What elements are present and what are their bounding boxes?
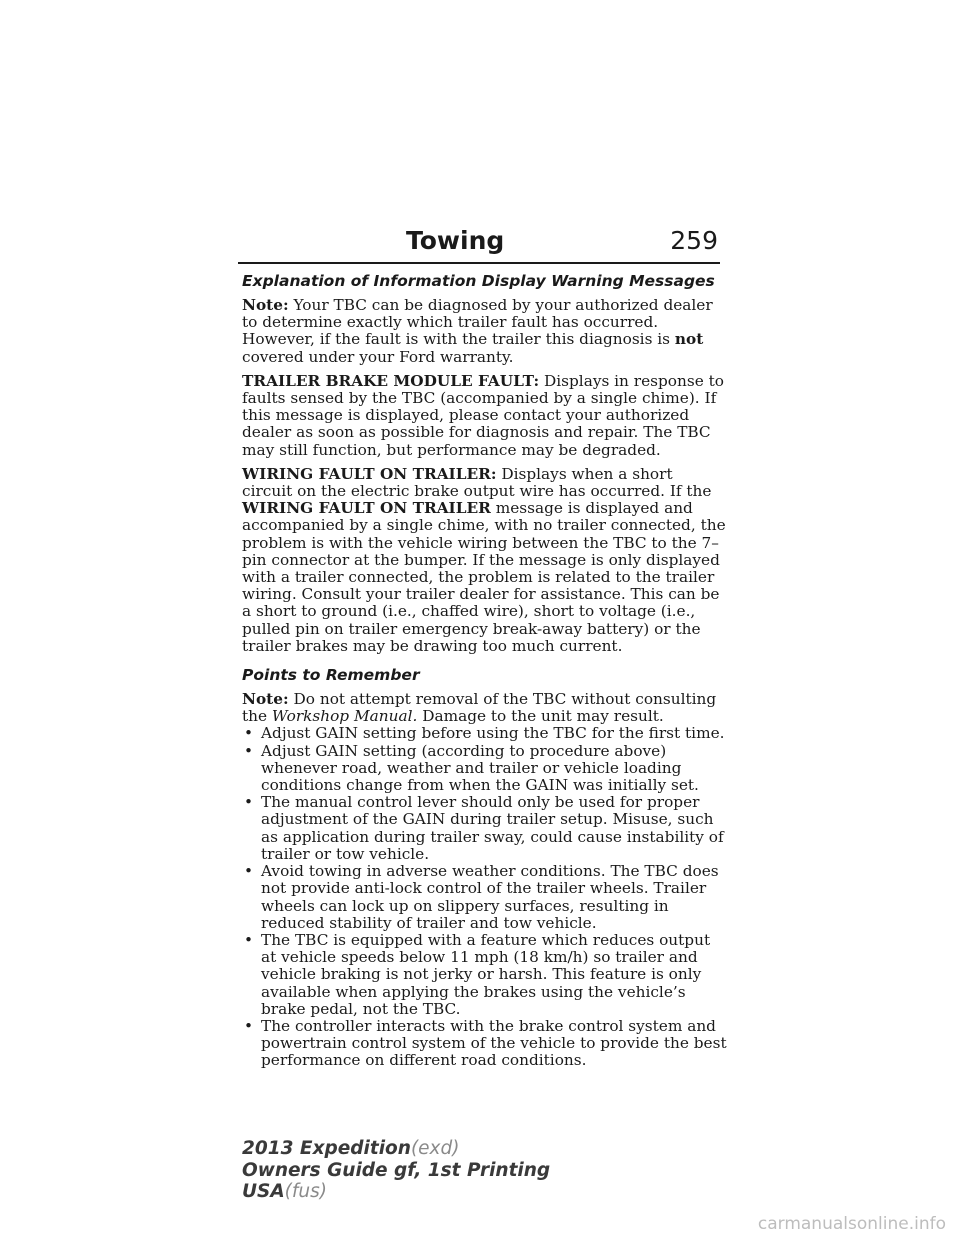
list-item xyxy=(242,794,727,863)
list-item-text: The controller interacts with the brake control system and powertrain control system of the vehicle to provide the best performance on different road conditions. xyxy=(261,1016,727,1070)
bullet-glyph: • xyxy=(244,862,254,881)
page-number: 259 xyxy=(670,226,718,255)
module-fault-label: TRAILER BRAKE MODULE FAULT: xyxy=(242,371,540,390)
list-item-text: The TBC is equipped with a feature which reduces output at vehicle speeds below 11 mph (18 km/h) so trailer and vehicle braking is not jerky or harsh. This feature is only available when applying the brakes using the vehicle’s brake pedal, not the TBC. xyxy=(261,930,711,1018)
footer-market: USA xyxy=(242,1181,285,1202)
wiring-fault-text-end: message is displayed and accompanied by a single chime, with no trailer connected, the problem is with the vehicle wiring between the TBC to the 7–pin connector at the bumper. If the message is only displayed with a trailer connected, the problem is related to the trailer wiring. Consult your trailer dealer for assistance. This can be a short to ground (i.e., chaffed wire), short to voltage (i.e., pulled pin on trailer emergency break-away battery) or the trailer brakes may be drawing too much current. xyxy=(242,499,726,655)
footer-line-guide xyxy=(242,1160,550,1182)
module-fault-text: Displays in response to faults sensed by the TBC (accompanied by a single chime). If this message is displayed, please contact your authorized dealer as soon as possible for diagnosis and repair. The TBC may still function, but performance may be degraded. xyxy=(242,371,724,459)
wiring-fault-paragraph xyxy=(242,466,727,655)
bullet-glyph: • xyxy=(244,724,254,743)
list-item-text: Adjust GAIN setting (according to procedure above) whenever road, weather and trailer or vehicle loading conditions change from when the GAIN was initially set. xyxy=(261,741,699,795)
chapter-title: Towing xyxy=(406,226,505,255)
note2-label: Note: xyxy=(242,690,289,709)
print-info-footer xyxy=(242,1138,550,1203)
footer-model: 2013 Expedition xyxy=(242,1138,411,1159)
note-text-end: covered under your Ford warranty. xyxy=(242,347,514,366)
list-item xyxy=(242,743,727,795)
wiring-fault-label: WIRING FAULT ON TRAILER: xyxy=(242,464,497,483)
site-watermark: carmanualsonline.info xyxy=(757,1214,946,1234)
note-text: Your TBC can be diagnosed by your authorized dealer to determine exactly which trailer fault has occurred. However, if the fault is with the trailer this diagnosis is xyxy=(242,296,713,349)
list-item xyxy=(242,725,727,742)
points-to-remember-heading: Points to Remember xyxy=(242,666,420,685)
bullet-glyph: • xyxy=(244,741,254,760)
note-diagnosis xyxy=(242,297,727,366)
bullet-glyph: • xyxy=(244,793,254,812)
note2-text: Do not attempt removal of the TBC without consulting the xyxy=(242,690,717,726)
footer-market-code: (fus) xyxy=(284,1181,327,1202)
bullet-glyph: • xyxy=(244,1016,254,1035)
page-body xyxy=(242,272,727,1070)
page-header xyxy=(238,226,720,264)
list-item xyxy=(242,932,727,1018)
footer-guide: Owners Guide gf, 1st Printing xyxy=(242,1159,551,1181)
wiring-fault-inline-label: WIRING FAULT ON TRAILER xyxy=(242,499,491,518)
workshop-manual-ref: Workshop Manual. xyxy=(271,707,418,726)
list-item xyxy=(242,863,727,932)
note-label: Note: xyxy=(242,296,289,314)
remember-list xyxy=(242,725,727,1069)
footer-model-code: (exd) xyxy=(410,1138,460,1159)
note-emphasis: not xyxy=(674,330,704,349)
footer-line-market xyxy=(242,1181,550,1203)
footer-line-model xyxy=(242,1138,550,1160)
wiring-fault-text: Displays when a short circuit on the electric brake output wire has occurred. If the xyxy=(242,464,712,501)
list-item-text: The manual control lever should only be used for proper adjustment of the GAIN during trailer setup. Misuse, such as application during trailer sway, could cause instability of trailer or tow vehicle. xyxy=(261,793,724,863)
list-item xyxy=(242,1018,727,1070)
list-item-text: Avoid towing in adverse weather conditions. The TBC does not provide anti-lock control of the trailer wheels. Trailer wheels can lock up on slippery surfaces, resulting in reduced stability of trailer and tow vehicle. xyxy=(261,862,719,932)
bullet-glyph: • xyxy=(244,930,254,949)
note2-text-end: Damage to the unit may result. xyxy=(417,707,664,726)
warning-messages-heading: Explanation of Information Display Warning Messages xyxy=(242,272,715,290)
note-removal xyxy=(242,691,727,725)
module-fault-paragraph xyxy=(242,373,727,459)
list-item-text: Adjust GAIN setting before using the TBC for the first time. xyxy=(261,724,725,743)
